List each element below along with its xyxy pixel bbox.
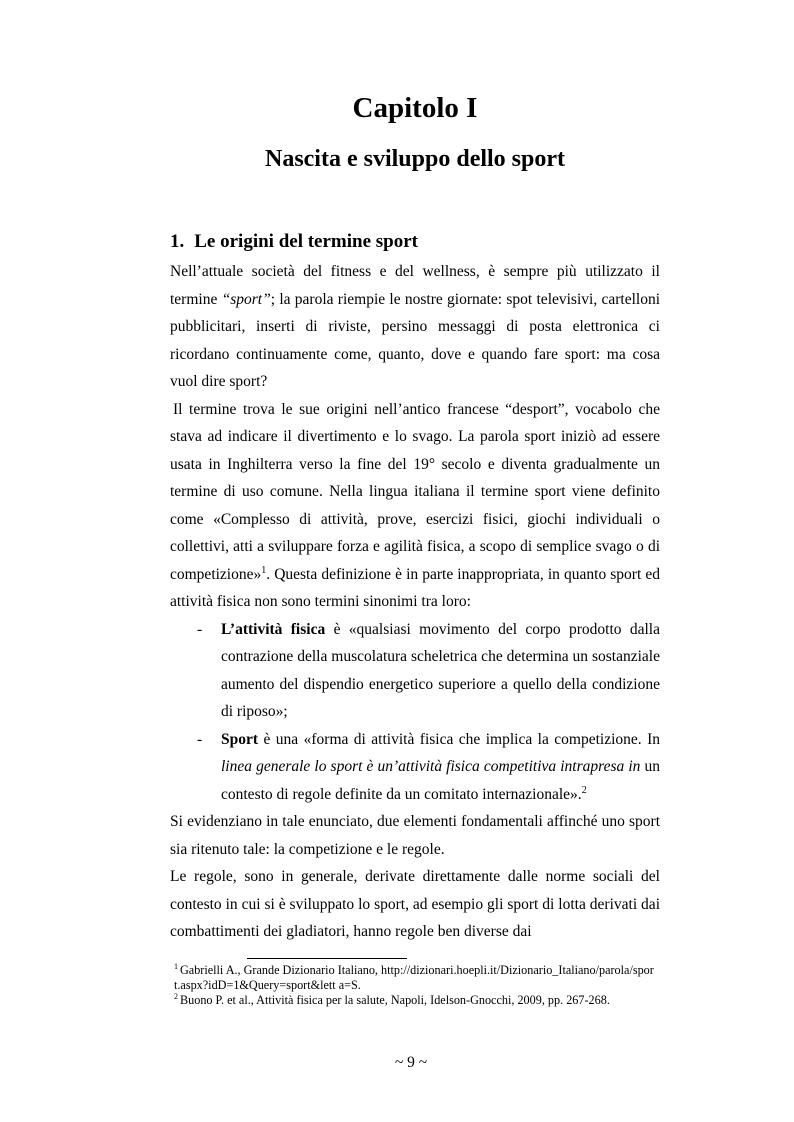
dash-bullet: - [197, 730, 203, 748]
paragraph-2: Il termine trova le sue origini nell’antico francese “desport”, vocabolo che stava ad indicare il divertimento e lo svago. La parola sport iniziò ad essere usata in Inghilterra verso la fine del 19° secolo e diventa gradualmente un termine di uso comune. Nella lingua italiana il termine sport viene definito come «Complesso di attività, prove, esercizi fisici, giochi individuali o collettivi, atti a sviluppare forza e agilità fisica, a scopo di semplice svago o di competizione»$^1$. Questa definizione è in parte inappropriata, in quanto sport ed attività fisica non sono termini sinonimi tra loro: [170, 400, 660, 610]
footnote-ref-2[interactable]: 2 [581, 784, 587, 796]
term-sport: “sport” [221, 290, 271, 308]
footnotes [174, 963, 660, 1008]
footnote-2: $^2$ Buono P. et al., Attività fisica per la salute, Napoli, Idelson-Gnocchi, 2009, pp. 267-268. [174, 991, 610, 1007]
section-number: 1. [170, 231, 185, 252]
list-item: - L’attività fisica è «qualsiasi movimento del corpo prodotto dalla contrazione della muscolatura scheletrica che determina un sostanziale aumento del dispendio energetico superiore a quello della condizione di riposo»; [170, 616, 660, 726]
paragraph-4: Le regole, sono in generale, derivate direttamente dalle norme sociali del contesto in cui si è sviluppato lo sport, ad esempio gli sport di lotta derivati dai combattimenti dei gladiatori, hanno regole ben diverse dai [170, 868, 660, 940]
footnote-1: $^1$ Gabrielli A., Grande Dizionario Italiano, http://dizionari.hoepli.it/Dizionario_Italiano/parola/sport.aspx?idD=1&Query=sport&lett a=S. [174, 961, 654, 992]
chapter-title: Nascita e sviluppo dello sport [264, 146, 566, 172]
paragraph-1: Nell’attuale società del fitness e del wellness, è sempre più utilizzato il termine “sport”; la parola riempie le nostre giornate: spot televisivi, cartelloni pubblicitari, inserti di riviste, persino messaggi di posta elettronica ci ricordano continuamente come, quanto, dove e quando fare sport: ma cosa vuol dire sport? [170, 263, 661, 390]
term-sport-bold: Sport [221, 730, 259, 748]
section-heading [170, 231, 418, 253]
body-text [170, 258, 660, 946]
chapter-number: Capitolo I [352, 92, 478, 124]
section-title: Le origini del termine sport [194, 231, 418, 252]
list-item: - Sport è una «forma di attività fisica che implica la competizione. In linea generale lo sport è un’attività fisica competitiva intrapresa in un contesto di regole definite da un comitato internazionale».$^2$ [170, 726, 660, 809]
dash-bullet: - [197, 620, 203, 638]
term-attivita-fisica: L’attività fisica [221, 620, 326, 638]
definition-list [170, 616, 660, 809]
page-number: ~ 9 ~ [394, 1054, 428, 1071]
footnote-divider [247, 958, 407, 959]
paragraph-3: Si evidenziano in tale enunciato, due elementi fondamentali affinché uno sport sia ritenuto tale: la competizione e le regole. [170, 813, 660, 858]
footnote-ref-1[interactable]: 1 [261, 564, 267, 576]
